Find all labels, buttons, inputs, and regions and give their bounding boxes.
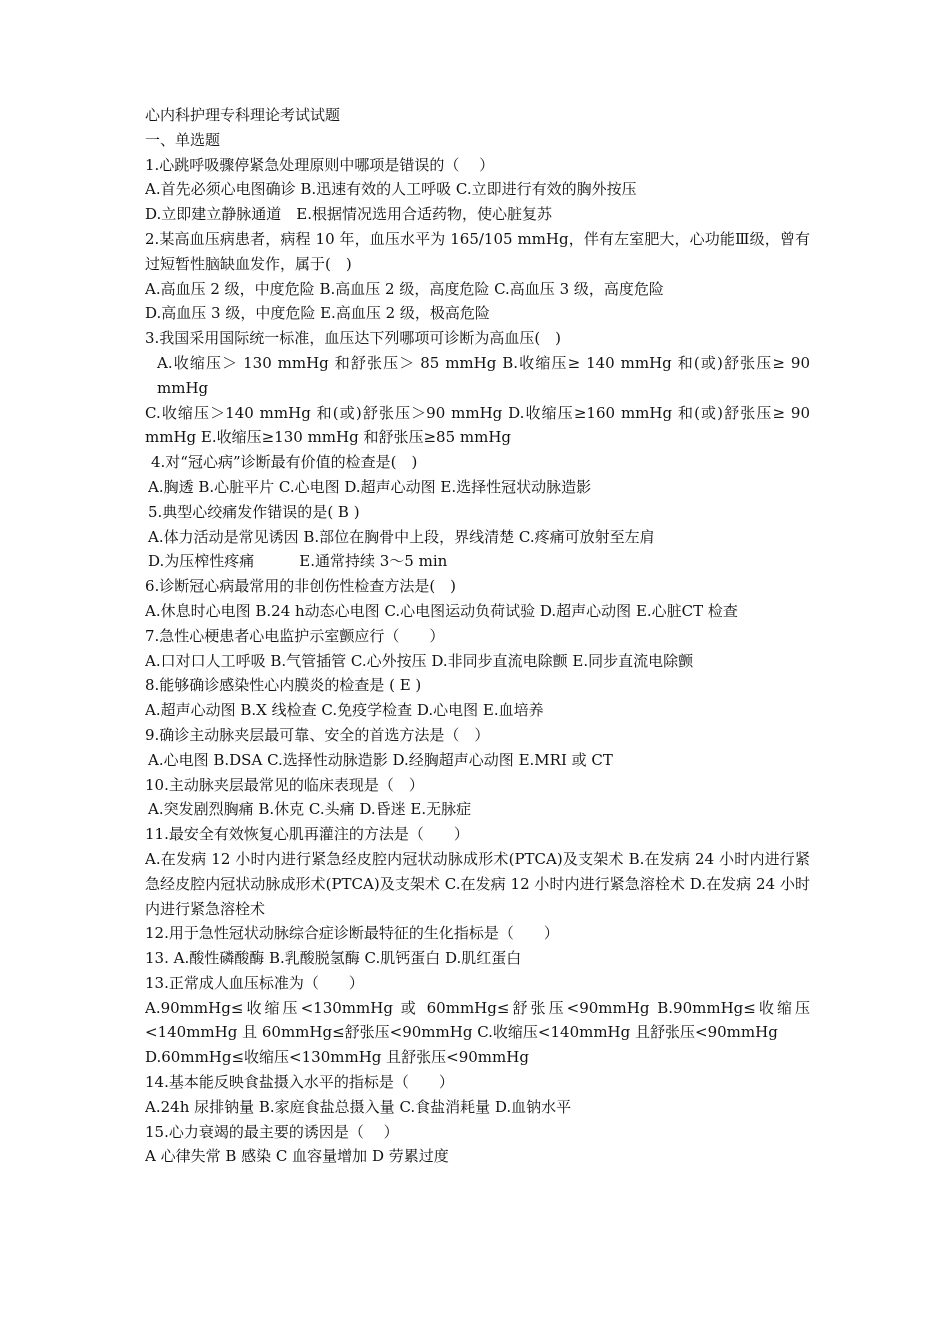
- question-4-options: A.胸透 B.心脏平片 C.心电图 D.超声心动图 E.选择性冠状动脉造影: [148, 477, 592, 496]
- question-1: 1.心跳呼吸骤停紧急处理原则中哪项是错误的（ ）: [145, 155, 495, 174]
- question-2: 2.某高血压病患者，病程 10 年，血压水平为 165/105 mmHg，伴有左室肥大，心功能Ⅲ级，曾有过短暂性脑缺血发作，属于( ): [145, 229, 810, 273]
- question-5-options-b: D.为压榨性疼痛 E.通常持续 3～5 min: [148, 552, 448, 571]
- question-9-options: A.心电图 B.DSA C.选择性动脉造影 D.经胸超声心动图 E.MRI 或 CT: [148, 750, 613, 769]
- section-heading: 一、单选题: [145, 130, 221, 149]
- question-14-options: A.24h 尿排钠量 B.家庭食盐总摄入量 C.食盐消耗量 D.血钠水平: [145, 1097, 572, 1116]
- question-12: 12.用于急性冠状动脉综合症诊断最特征的生化指标是（ ）: [145, 924, 559, 943]
- document-title: 心内科护理专科理论考试试题: [145, 106, 341, 124]
- question-13-options-b: D.60mmHg≤收缩压<130mmHg 且舒张压<90mmHg: [145, 1048, 529, 1067]
- question-3-options-b: C.收缩压＞140 mmHg 和(或)舒张压＞90 mmHg D.收缩压≥160 mmHg 和(或)舒张压≥ 90 mmHg E.收缩压≥130 mmHg 和舒张压≥85 mmHg: [145, 403, 810, 447]
- question-14: 14.基本能反映食盐摄入水平的指标是（ ）: [145, 1073, 454, 1092]
- question-15: 15.心力衰竭的最主要的诱因是（ ）: [145, 1122, 399, 1141]
- question-11-options: A.在发病 12 小时内进行紧急经皮腔内冠状动脉成形术(PTCA)及支架术 B.在发病 24 小时内进行紧急经皮腔内冠状动脉成形术(PTCA)及支架术 C.在发病 12 小时内进行紧急溶栓术 D.在发病 24 小时内进行紧急溶栓术: [145, 849, 810, 918]
- question-5: 5.典型心绞痛发作错误的是( B ): [148, 502, 360, 521]
- question-1-options-b: D.立即建立静脉通道 E.根据情况选用合适药物，使心脏复苏: [145, 205, 552, 224]
- question-13-options-a: A.90mmHg≤收缩压<130mmHg 或 60mmHg≤舒张压<90mmHg B.90mmHg≤收缩压<140mmHg 且 60mmHg≤舒张压<90mmHg C.收缩压<140mmHg 且舒张压<90mmHg: [145, 998, 810, 1042]
- question-9: 9.确诊主动脉夹层最可靠、安全的首选方法是（ ）: [145, 725, 490, 744]
- question-10: 10.主动脉夹层最常见的临床表现是（ ）: [145, 775, 424, 794]
- question-8: 8.能够确诊感染性心内膜炎的检查是 ( E ): [145, 676, 422, 695]
- question-2-options-b: D.高血压 3 级，中度危险 E.高血压 2 级，极高危险: [145, 304, 490, 323]
- question-6-options: A.休息时心电图 B.24 h动态心电图 C.心电图运动负荷试验 D.超声心动图 E.心脏CT 检查: [145, 601, 738, 620]
- question-10-options: A.突发剧烈胸痛 B.休克 C.头痛 D.昏迷 E.无脉症: [148, 800, 472, 819]
- question-15-options: A 心律失常 B 感染 C 血容量增加 D 劳累过度: [145, 1147, 449, 1166]
- question-4: 4.对“冠心病”诊断最有价值的检查是( ): [151, 453, 418, 472]
- question-7: 7.急性心梗患者心电监护示室颤应行（ ）: [145, 626, 445, 645]
- question-2-options-a: A.高血压 2 级，中度危险 B.高血压 2 级，高度危险 C.高血压 3 级，高度危险: [145, 279, 664, 298]
- document-page: [145, 103, 810, 1169]
- question-12-options: 13. A.酸性磷酸酶 B.乳酸脱氢酶 C.肌钙蛋白 D.肌红蛋白: [145, 949, 522, 968]
- question-6: 6.诊断冠心病最常用的非创伤性检查方法是( ): [145, 577, 457, 596]
- question-8-options: A.超声心动图 B.X 线检查 C.免疫学检查 D.心电图 E.血培养: [145, 701, 544, 720]
- question-11: 11.最安全有效恢复心肌再灌注的方法是（ ）: [145, 825, 469, 844]
- question-3: 3.我国采用国际统一标准，血压达下列哪项可诊断为高血压( ): [145, 329, 562, 348]
- question-3-options-a: A.收缩压＞ 130 mmHg 和舒张压＞ 85 mmHg B.收缩压≥ 140 mmHg 和(或)舒张压≥ 90 mmHg: [157, 353, 810, 397]
- question-7-options: A.口对口人工呼吸 B.气管插管 C.心外按压 D.非同步直流电除颤 E.同步直流电除颤: [145, 651, 694, 670]
- question-5-options-a: A.体力活动是常见诱因 B.部位在胸骨中上段，界线清楚 C.疼痛可放射至左肩: [148, 527, 655, 546]
- question-1-options-a: A.首先必须心电图确诊 B.迅速有效的人工呼吸 C.立即进行有效的胸外按压: [145, 180, 637, 199]
- question-13: 13.正常成人血压标准为（ ）: [145, 973, 364, 992]
